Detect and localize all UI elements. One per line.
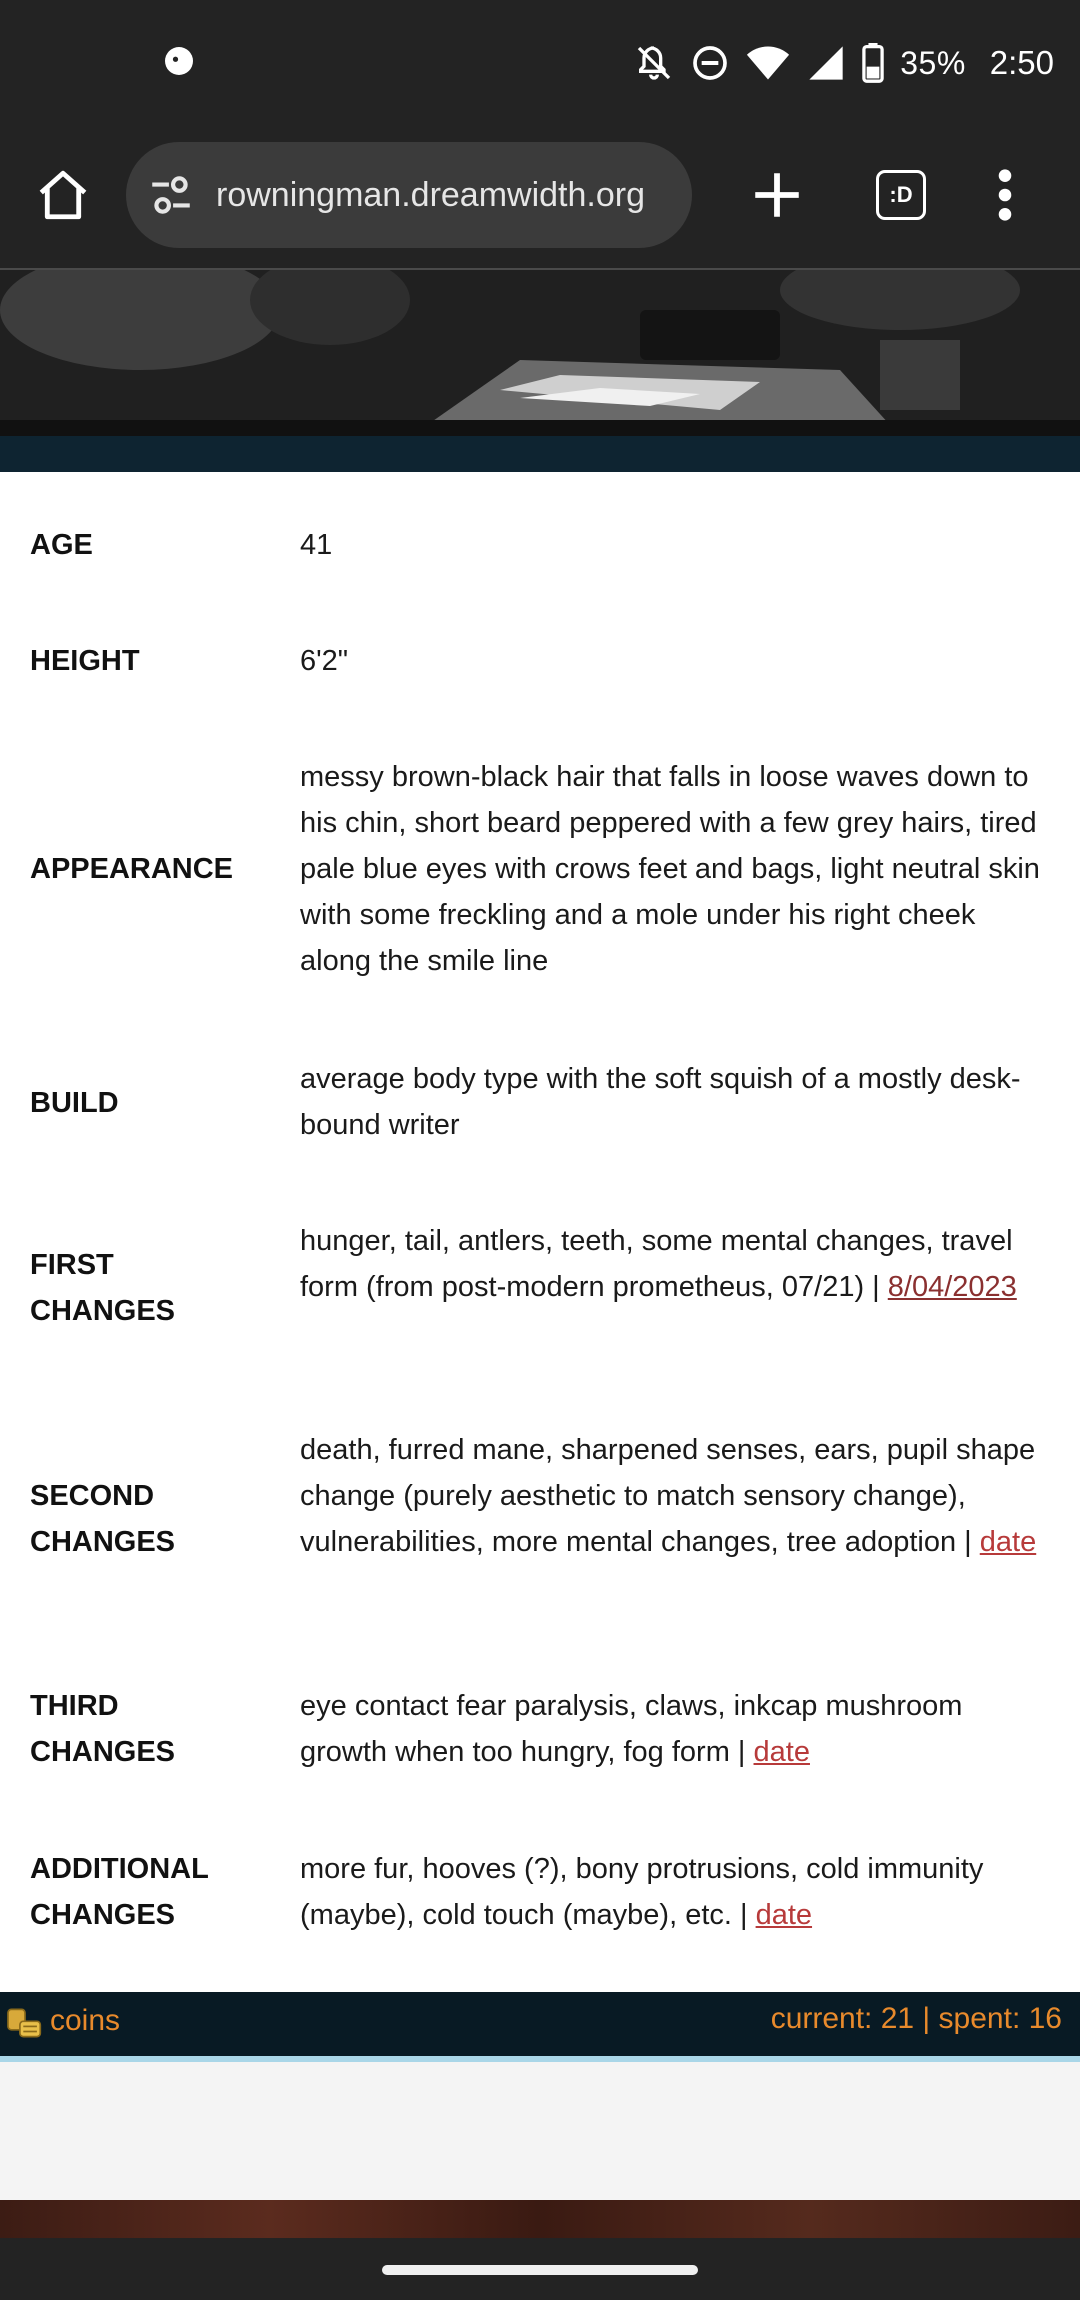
bell-off-icon xyxy=(634,43,674,83)
row-label-line: CHANGES xyxy=(30,1526,176,1558)
row-label-line: THIRD xyxy=(30,1690,119,1722)
header-divider xyxy=(0,436,1080,472)
profile-table xyxy=(0,472,1080,1992)
do-not-disturb-icon xyxy=(690,43,730,83)
row-value xyxy=(300,1218,1050,1310)
site-settings-icon[interactable] xyxy=(146,170,196,220)
row-value-text: eye contact fear paralysis, claws, inkcap mushroom growth when too hungry, fog form | xyxy=(300,1690,963,1768)
row-label xyxy=(30,1683,270,1775)
row-value-text: hunger, tail, antlers, teeth, some mental changes, travel form (from post-modern prometheus, 07/21) | xyxy=(300,1225,1013,1303)
row-label-line: SECOND xyxy=(30,1480,155,1512)
row-label-line: CHANGES xyxy=(30,1295,176,1327)
clock: 2:50 xyxy=(989,44,1054,81)
row-value xyxy=(300,1846,1050,1938)
row-value: 41 xyxy=(300,529,333,561)
row-value-text: more fur, hooves (?), bony protrusions, cold immunity (maybe), cold touch (maybe), etc. | xyxy=(300,1853,984,1931)
date-link[interactable]: date xyxy=(753,1736,810,1768)
row-label xyxy=(30,1846,270,1938)
address-bar[interactable] xyxy=(126,142,692,248)
row-label: BUILD xyxy=(30,1087,119,1119)
next-entry-image xyxy=(0,2200,1080,2238)
row-value-text: death, furred mane, sharpened senses, ears, pupil shape change (purely aesthetic to match sensory change), vulnerabilities, more mental changes, tree adoption | xyxy=(300,1434,1036,1558)
date-link[interactable]: date xyxy=(979,1526,1037,1558)
battery-percentage: 35% xyxy=(900,44,966,81)
date-link[interactable]: date xyxy=(755,1899,813,1931)
wifi-icon xyxy=(746,43,790,83)
row-value: 6'2" xyxy=(300,645,349,677)
row-value xyxy=(300,1427,1050,1565)
browser-toolbar xyxy=(0,126,1080,270)
row-label: APPEARANCE xyxy=(30,853,234,885)
row-label-line: ADDITIONAL xyxy=(30,1853,209,1885)
status-bar xyxy=(0,0,1080,126)
page-spacer xyxy=(0,2062,1080,2200)
row-label-line: FIRST xyxy=(30,1249,114,1281)
tab-switcher-button[interactable] xyxy=(876,170,926,220)
battery-icon xyxy=(862,43,884,83)
row-value: messy brown-black hair that falls in loose waves down to his chin, short beard peppered with a few grey hairs, tired pale blue eyes with crows feet and bags, light neutral skin with some freckling and a mole under his right cheek along the smile line xyxy=(300,761,1040,977)
row-label-line: CHANGES xyxy=(30,1899,176,1931)
coins-bar xyxy=(0,1992,1080,2062)
gesture-handle[interactable] xyxy=(382,2265,698,2275)
url-text[interactable]: rowningman.dreamwidth.org xyxy=(216,175,645,214)
row-label xyxy=(30,1473,270,1565)
journal-header-image xyxy=(0,270,1080,436)
row-label-line: CHANGES xyxy=(30,1736,176,1768)
cell-signal-icon xyxy=(806,43,846,83)
row-value xyxy=(300,1683,1050,1775)
tab-count: :D xyxy=(889,182,913,207)
row-label: HEIGHT xyxy=(30,645,140,677)
row-label: AGE xyxy=(30,529,93,561)
system-nav-bar xyxy=(0,2238,1080,2300)
header-photo xyxy=(0,270,1080,436)
coins-icon xyxy=(6,2006,44,2040)
more-options-icon[interactable] xyxy=(990,166,1020,224)
coins-label: coins xyxy=(50,2004,121,2037)
new-tab-icon[interactable] xyxy=(748,166,806,224)
date-link[interactable]: 8/04/2023 xyxy=(887,1271,1017,1303)
browser-notification-icon xyxy=(158,40,200,82)
coins-count: current: 21 | spent: 16 xyxy=(770,2002,1062,2035)
row-value: average body type with the soft squish of a mostly desk-bound writer xyxy=(300,1063,1021,1141)
row-label xyxy=(30,1242,270,1334)
home-icon[interactable] xyxy=(34,166,92,224)
status-right xyxy=(634,38,1054,88)
